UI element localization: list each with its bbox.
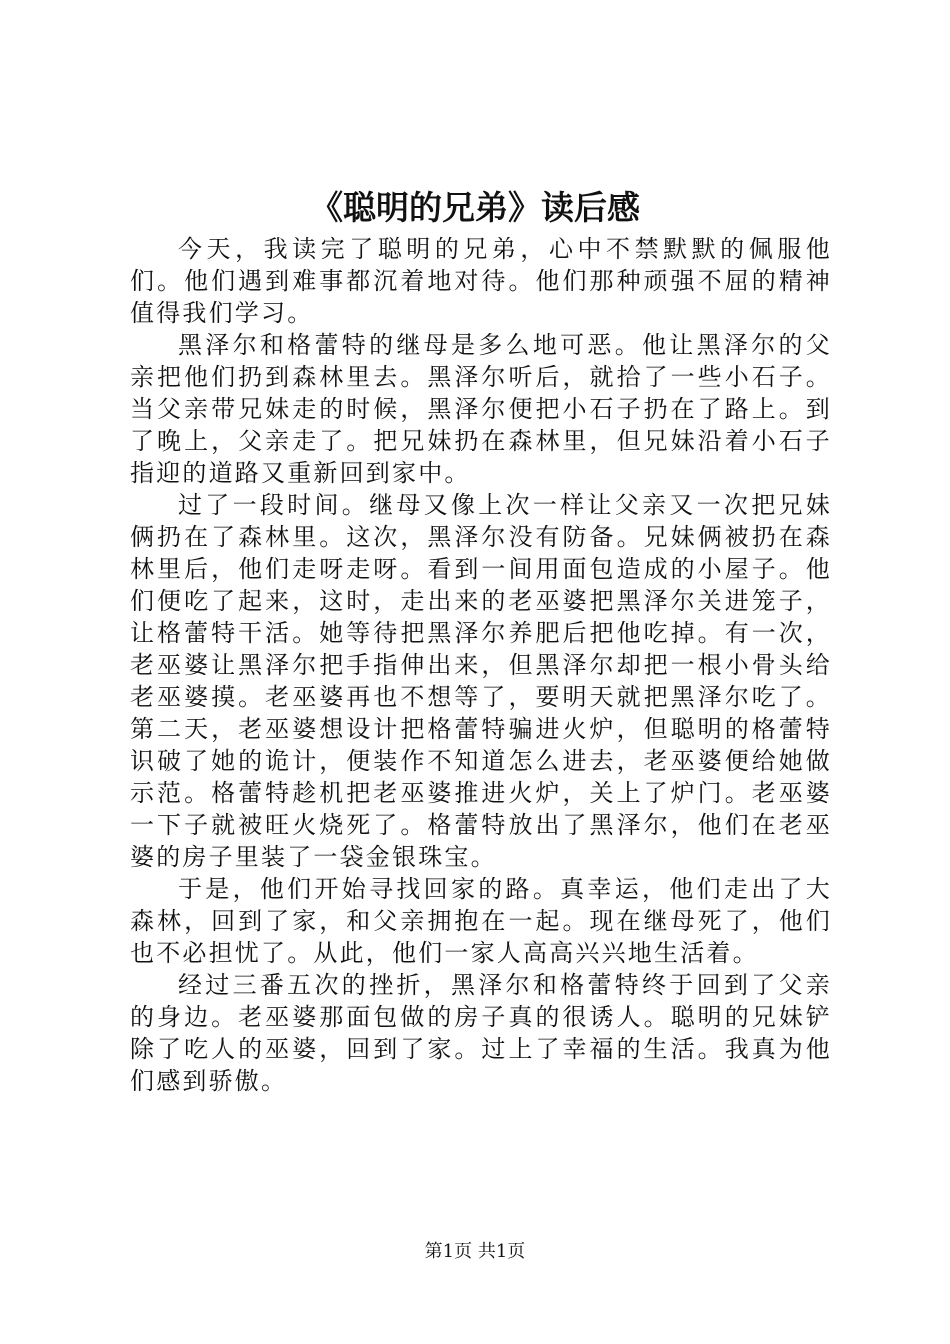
- paragraph-5: 经过三番五次的挫折，黑泽尔和格蕾特终于回到了父亲的身边。老巫婆那面包做的房子真的很诱人。聪明的兄妹铲除了吃人的巫婆，回到了家。过上了幸福的生活。我真为他们感到骄傲。: [130, 971, 832, 1095]
- paragraph-1: 今天，我读完了聪明的兄弟，心中不禁默默的佩服他们。他们遇到难事都沉着地对待。他们那种顽强不屈的精神值得我们学习。: [130, 235, 832, 327]
- page-footer: 第1页 共1页: [424, 1241, 526, 1262]
- document-body: [130, 233, 832, 1097]
- document-title: 《聪明的兄弟》读后感: [310, 188, 640, 227]
- paragraph-4: 于是，他们开始寻找回家的路。真幸运，他们走出了大森林，回到了家，和父亲拥抱在一起。现在继母死了，他们也不必担忧了。从此，他们一家人高高兴兴地生活着。: [130, 875, 832, 967]
- paragraph-3: 过了一段时间。继母又像上次一样让父亲又一次把兄妹俩扔在了森林里。这次，黑泽尔没有防备。兄妹俩被扔在森林里后，他们走呀走呀。看到一间用面包造成的小屋子。他们便吃了起来，这时，走出来的老巫婆把黑泽尔关进笼子，让格蕾特干活。她等待把黑泽尔养肥后把他吃掉。有一次，老巫婆让黑泽尔把手指伸出来，但黑泽尔却把一根小骨头给老巫婆摸。老巫婆再也不想等了，要明天就把黑泽尔吃了。第二天，老巫婆想设计把格蕾特骗进火炉，但聪明的格蕾特识破了她的诡计，便装作不知道怎么进去，老巫婆便给她做示范。格蕾特趁机把老巫婆推进火炉，关上了炉门。老巫婆一下子就被旺火烧死了。格蕾特放出了黑泽尔，他们在老巫婆的房子里装了一袋金银珠宝。: [130, 491, 832, 871]
- paragraph-2: 黑泽尔和格蕾特的继母是多么地可恶。他让黑泽尔的父亲把他们扔到森林里去。黑泽尔听后，就拾了一些小石子。当父亲带兄妹走的时候，黑泽尔便把小石子扔在了路上。到了晚上，父亲走了。把兄妹扔在森林里，但兄妹沿着小石子指迎的道路又重新回到家中。: [130, 331, 832, 487]
